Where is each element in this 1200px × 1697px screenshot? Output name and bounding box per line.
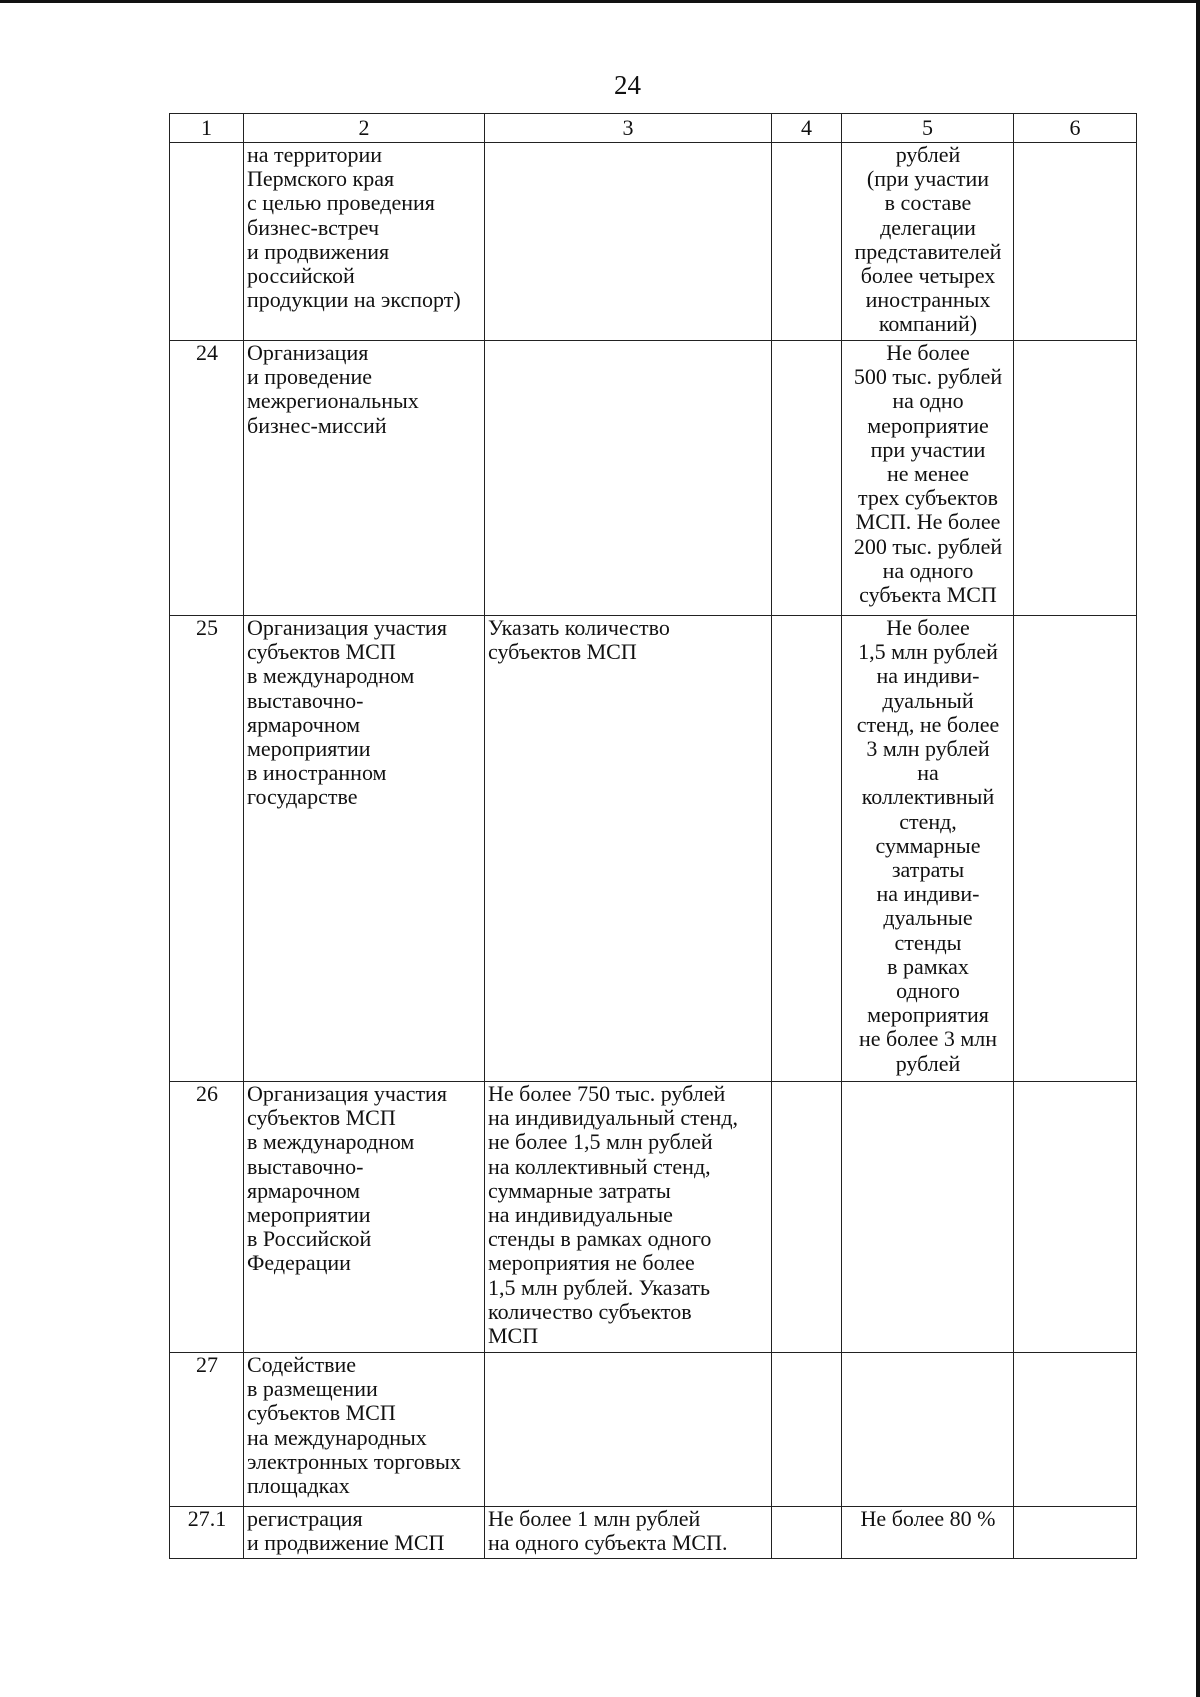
cell-text-line: не более 3 млн xyxy=(858,1026,998,1052)
cell-text-line: ярмарочном xyxy=(247,711,361,737)
column-header-2: 2 xyxy=(244,114,485,143)
cell-text-line: на территории xyxy=(247,142,383,167)
scan-edge-top xyxy=(0,0,1200,3)
cell-text-line: Указать количество xyxy=(488,615,670,640)
cell-text-line: на одно xyxy=(892,388,964,414)
cell-text-line: МСП xyxy=(488,1323,539,1349)
cell-text-line: иностранных xyxy=(865,287,991,313)
cell-text-line: МСП. Не более xyxy=(855,509,1001,535)
table-row xyxy=(170,1353,1137,1507)
cell-text-line: бизнес-миссий xyxy=(247,412,387,438)
cell-text-line: трех субъектов xyxy=(858,485,998,511)
table-cell-col-6 xyxy=(1014,1353,1137,1507)
table-cell-col-4 xyxy=(772,341,842,616)
table-cell-col-4 xyxy=(772,1507,842,1559)
cell-text-line: Не более xyxy=(886,615,970,640)
cell-text-line: одного xyxy=(896,978,960,1004)
table-cell-col-4 xyxy=(772,616,842,1082)
table-header-row xyxy=(170,114,1137,143)
table-cell-col-2 xyxy=(244,1353,485,1507)
table-row xyxy=(170,1082,1137,1353)
cell-text-line: на международных xyxy=(247,1424,427,1450)
document-table xyxy=(169,113,1137,1559)
cell-text-line: с целью проведения xyxy=(247,190,435,216)
cell-text-line: субъектов МСП xyxy=(247,1105,396,1131)
table-cell-col-3 xyxy=(485,1507,772,1559)
table-cell-col-1 xyxy=(170,143,244,341)
cell-text-line: мероприятия xyxy=(867,1002,989,1028)
cell-text-line: при участии xyxy=(870,436,986,462)
cell-text-line: дуальные xyxy=(883,905,973,931)
cell-text-line: Организация участия xyxy=(247,1081,447,1106)
table-row xyxy=(170,616,1137,1082)
table-cell-col-5 xyxy=(842,1082,1014,1353)
table-cell-col-5 xyxy=(842,143,1014,341)
cell-text-line: делегации xyxy=(880,214,976,240)
cell-text-line: на коллективный стенд, xyxy=(488,1153,711,1179)
cell-text-line: в составе xyxy=(884,190,972,216)
cell-text-line: выставочно- xyxy=(247,1153,364,1179)
cell-text-line: в Российской xyxy=(247,1226,372,1252)
cell-text-line: стенды xyxy=(894,929,962,955)
table-cell-col-1: 25 xyxy=(170,616,244,1082)
table-cell-col-6 xyxy=(1014,341,1137,616)
cell-text-line: регистрация xyxy=(247,1506,363,1531)
cell-text-line: и проведение xyxy=(247,364,373,390)
cell-text-line: продукции на экспорт) xyxy=(247,287,461,313)
cell-text-line: не более 1,5 млн рублей xyxy=(488,1129,713,1155)
cell-text-line: и продвижения xyxy=(247,238,390,264)
table-cell-col-4 xyxy=(772,1353,842,1507)
cell-text-line: субъектов МСП xyxy=(247,639,396,665)
column-header-1: 1 xyxy=(170,114,244,143)
cell-text-line: Не более 80 % xyxy=(860,1506,996,1531)
table-cell-col-6 xyxy=(1014,1507,1137,1559)
cell-text-line: 500 тыс. рублей xyxy=(853,364,1003,390)
table-cell-col-1: 27 xyxy=(170,1353,244,1507)
cell-text-line: межрегиональных xyxy=(247,388,419,414)
cell-text-line: государстве xyxy=(247,784,358,810)
cell-text-line: Не более xyxy=(886,340,970,365)
cell-text-line: электронных торговых xyxy=(247,1448,461,1474)
table-cell-col-2 xyxy=(244,341,485,616)
page-number: 24 xyxy=(614,70,641,100)
table-cell-col-1: 24 xyxy=(170,341,244,616)
table-cell-col-5 xyxy=(842,1507,1014,1559)
cell-text-line: 200 тыс. рублей xyxy=(853,533,1003,559)
cell-text-line: в размещении xyxy=(247,1376,378,1402)
cell-text-line: мероприятии xyxy=(247,1202,371,1228)
cell-text-line: площадках xyxy=(247,1473,350,1499)
table-cell-col-3 xyxy=(485,616,772,1082)
cell-text-line: 1,5 млн рублей. Указать xyxy=(488,1274,711,1300)
cell-text-line: российской xyxy=(247,263,355,289)
cell-text-line: на одного xyxy=(882,557,974,583)
table-cell-col-4 xyxy=(772,143,842,341)
table-cell-col-5 xyxy=(842,341,1014,616)
cell-text-line: мероприятия не более xyxy=(488,1250,695,1276)
cell-text-line: Федерации xyxy=(247,1250,351,1276)
table-cell-col-6 xyxy=(1014,143,1137,341)
cell-text-line: субъекта МСП xyxy=(859,582,997,608)
cell-text-line: на индивидуальный стенд, xyxy=(488,1105,739,1131)
table-cell-col-1: 27.1 xyxy=(170,1507,244,1559)
cell-text-line: на одного субъекта МСП. xyxy=(488,1530,728,1556)
table-cell-col-2 xyxy=(244,1507,485,1559)
table-cell-col-3 xyxy=(485,1082,772,1353)
table-cell-col-4 xyxy=(772,1082,842,1353)
cell-text-line: 1,5 млн рублей xyxy=(858,639,998,665)
column-header-3: 3 xyxy=(485,114,772,143)
cell-text-line: в рамках xyxy=(887,953,969,979)
cell-text-line: Пермского края xyxy=(247,166,395,192)
table-cell-col-5 xyxy=(842,1353,1014,1507)
table-row xyxy=(170,341,1137,616)
cell-text-line: Организация xyxy=(247,340,369,365)
cell-text-line: в иностранном xyxy=(247,760,387,786)
table-row xyxy=(170,1507,1137,1559)
cell-text-line: субъектов МСП xyxy=(488,639,637,665)
cell-text-line: на индиви- xyxy=(876,663,980,689)
cell-text-line: рублей xyxy=(895,1050,961,1076)
cell-text-line: затраты xyxy=(891,857,965,883)
cell-text-line: и продвижение МСП xyxy=(247,1530,445,1556)
cell-text-line: более четырех xyxy=(860,263,996,289)
cell-text-line: на индивидуальные xyxy=(488,1202,673,1228)
cell-text-line: (при участии xyxy=(866,166,990,192)
column-header-6: 6 xyxy=(1014,114,1137,143)
cell-text-line: Не более 750 тыс. рублей xyxy=(488,1081,726,1106)
cell-text-line: субъектов МСП xyxy=(247,1400,396,1426)
cell-text-line: Организация участия xyxy=(247,615,447,640)
cell-text-line: не менее xyxy=(886,461,970,487)
table-row xyxy=(170,143,1137,341)
table-cell-col-3 xyxy=(485,341,772,616)
cell-text-line: Не более 1 млн рублей xyxy=(488,1506,701,1531)
cell-text-line: мероприятие xyxy=(867,412,989,438)
scan-edge-right xyxy=(1196,0,1200,1697)
table-cell-col-2 xyxy=(244,616,485,1082)
table-cell-col-2 xyxy=(244,143,485,341)
cell-text-line: стенды в рамках одного xyxy=(488,1226,712,1252)
table-cell-col-2 xyxy=(244,1082,485,1353)
cell-text-line: в международном xyxy=(247,1129,415,1155)
cell-text-line: стенд, не более xyxy=(856,711,1000,737)
cell-text-line: на индиви- xyxy=(876,881,980,907)
cell-text-line: суммарные xyxy=(875,832,981,858)
table-cell-col-6 xyxy=(1014,616,1137,1082)
table-body xyxy=(170,114,1137,1559)
cell-text-line: мероприятии xyxy=(247,736,371,762)
cell-text-line: бизнес-встреч xyxy=(247,214,380,240)
cell-text-line: представителей xyxy=(854,238,1002,264)
column-header-4: 4 xyxy=(772,114,842,143)
column-header-5: 5 xyxy=(842,114,1014,143)
cell-text-line: компаний) xyxy=(878,311,978,337)
cell-text-line: 3 млн рублей xyxy=(866,736,990,762)
cell-text-line: выставочно- xyxy=(247,687,364,713)
cell-text-line: Содействие xyxy=(247,1352,357,1377)
cell-text-line: количество субъектов xyxy=(488,1298,692,1324)
table-cell-col-6 xyxy=(1014,1082,1137,1353)
table-cell-col-3 xyxy=(485,143,772,341)
cell-text-line: ярмарочном xyxy=(247,1177,361,1203)
cell-text-line: коллективный xyxy=(861,784,995,810)
cell-text-line: стенд, xyxy=(899,808,957,834)
table-cell-col-5 xyxy=(842,616,1014,1082)
cell-text-line: дуальный xyxy=(882,687,974,713)
table-cell-col-1: 26 xyxy=(170,1082,244,1353)
table-cell-col-3 xyxy=(485,1353,772,1507)
cell-text-line: суммарные затраты xyxy=(488,1177,671,1203)
cell-text-line: рублей xyxy=(895,142,961,167)
cell-text-line: на xyxy=(917,760,939,786)
cell-text-line: в международном xyxy=(247,663,415,689)
